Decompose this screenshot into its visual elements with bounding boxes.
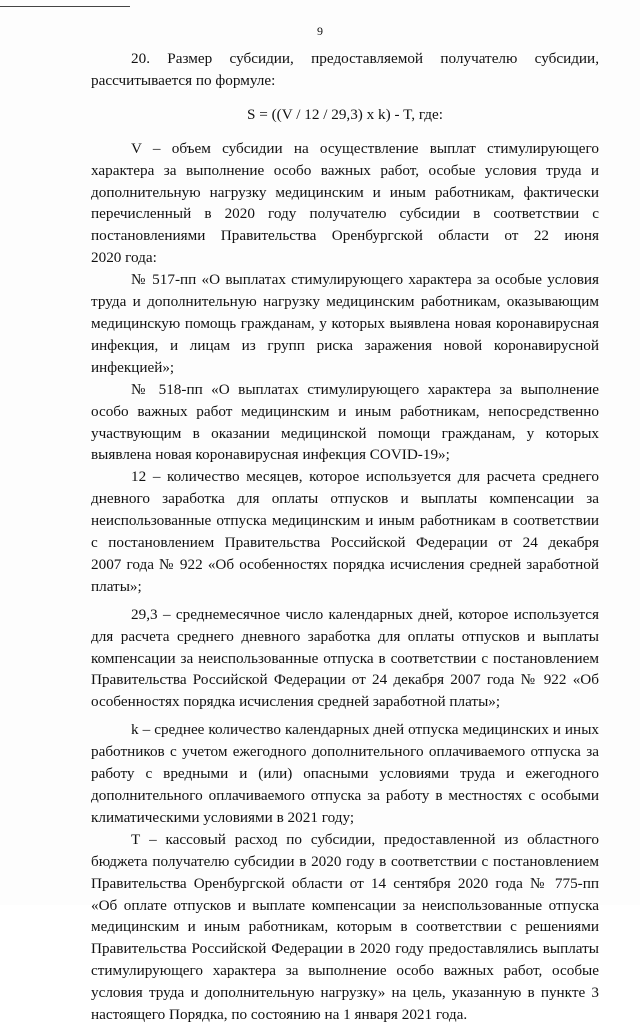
text-line: выявлена новая коронавирусная инфекция COVID-19»; — [91, 446, 450, 464]
text-line: настоящего Порядка, по состоянию на 1 января 2021 года. — [91, 1006, 468, 1024]
text-line: особенностях порядка исчисления средней заработной платы»; — [91, 693, 501, 711]
text-line: 29,3 – среднемесячное число календарных дней, которое используется — [131, 605, 599, 623]
text-line: бюджета получателю субсидии в 2020 году в соответствии с постановлением — [91, 852, 599, 870]
text-line: инфекция, и лицам из групп риска заражения новой коронавирусной — [91, 336, 599, 354]
text-line: условия труда и дополнительную нагрузку» на цель, указанную в пункте 3 — [91, 984, 599, 1002]
paragraph-20 — [91, 48, 599, 92]
text-line: дополнительного оплачиваемого отпуска за работу в местностях с особыми — [91, 787, 599, 804]
text-line: медицинскую помощь гражданам, у которых выявлена новая коронавирусная — [91, 314, 599, 332]
definition-k — [91, 719, 599, 829]
text-line: № 517-пп «О выплатах стимулирующего характера за особые условия — [131, 271, 599, 289]
definition-12 — [91, 466, 599, 597]
definition-29-3 — [91, 604, 599, 714]
decree-517 — [91, 269, 599, 379]
text-line: Правительства Российской Федерации от 24 декабря 2007 года № 922 «Об — [91, 671, 599, 689]
text-line: перечисленный в 2020 году получателю субсидии в соответствии с — [91, 205, 599, 223]
text-line: № 518-пп «О выплатах стимулирующего характера за выполнение — [131, 380, 599, 398]
text-line: неиспользованные отпуска медицинским и иным работникам в соответствии — [91, 512, 599, 530]
page-number: 9 — [317, 24, 323, 38]
text-line: 2007 года № 922 «Об особенностях порядка исчисления средней заработной — [91, 555, 599, 573]
text-line: компенсации за неиспользованные отпуска в соответствии с постановлением — [91, 649, 599, 667]
text-line: Правительства Оренбургской области от 14 сентября 2020 года № 775-пп — [91, 874, 599, 892]
text-line: характера за выполнение особо важных работ, особые условия труда и — [91, 161, 599, 179]
text-line: работников с учетом ежегодного дополнительного оплачиваемого отпуска за — [91, 743, 599, 761]
text-line: k – среднее количество календарных дней отпуска медицинских и иных — [131, 721, 599, 739]
text-line: труда и дополнительную нагрузку медицинским работникам, оказывающим — [91, 293, 599, 311]
text-line: стимулирующего характера за выполнение особо важных работ, особые — [91, 962, 599, 980]
text-line: для расчета среднего дневного заработка для оплаты отпусков и выплаты — [91, 627, 599, 645]
text-line: климатическими условиями в 2021 году; — [91, 808, 355, 826]
document-body — [91, 48, 599, 1026]
header-rule — [0, 6, 130, 7]
definition-v — [91, 138, 599, 269]
text-line: участвующим в оказании медицинской помощи гражданам, у которых — [91, 424, 599, 442]
text-line: 2020 года: — [91, 249, 157, 267]
text-line: постановлениями Правительства Оренбургской области от 22 июня — [91, 227, 599, 245]
text-line: Т – кассовый расход по субсидии, предоставленной из областного — [131, 830, 599, 848]
text-line: особо важных работ медицинским и иным работникам, непосредственно — [91, 402, 599, 420]
text-line: дневного заработка для оплаты отпусков и выплаты компенсации за — [91, 490, 599, 508]
text-line: Правительства Российской Федерации в 2020 году предоставлялись выплаты — [91, 940, 599, 958]
text-line: V – объем субсидии на осуществление выплат стимулирующего — [131, 139, 599, 157]
decree-518 — [91, 379, 599, 467]
text-line: 12 – количество месяцев, которое используется для расчета среднего — [131, 468, 599, 486]
formula: S = ((V / 12 / 29,3) x k) - T, где: — [247, 105, 443, 123]
definition-t — [91, 829, 599, 1026]
text-line: рассчитывается по формуле: — [91, 71, 276, 89]
text-line: работу с вредными и (или) опасными условиями труда и ежегодного — [91, 765, 599, 783]
text-line: 20. Размер субсидии, предоставляемой получателю субсидии, — [131, 50, 599, 67]
text-line: медицинским и иным работникам, которым в соответствии с решениями — [91, 918, 599, 936]
text-line: дополнительную нагрузку медицинским и иным работникам, фактически — [91, 183, 599, 201]
text-line: инфекцией»; — [91, 358, 175, 376]
text-line: платы»; — [91, 577, 142, 595]
text-line: «Об оплате отпусков и выплате компенсации за неиспользованные отпуска — [91, 896, 599, 914]
text-line: с постановлением Правительства Российской Федерации от 24 декабря — [91, 534, 599, 552]
